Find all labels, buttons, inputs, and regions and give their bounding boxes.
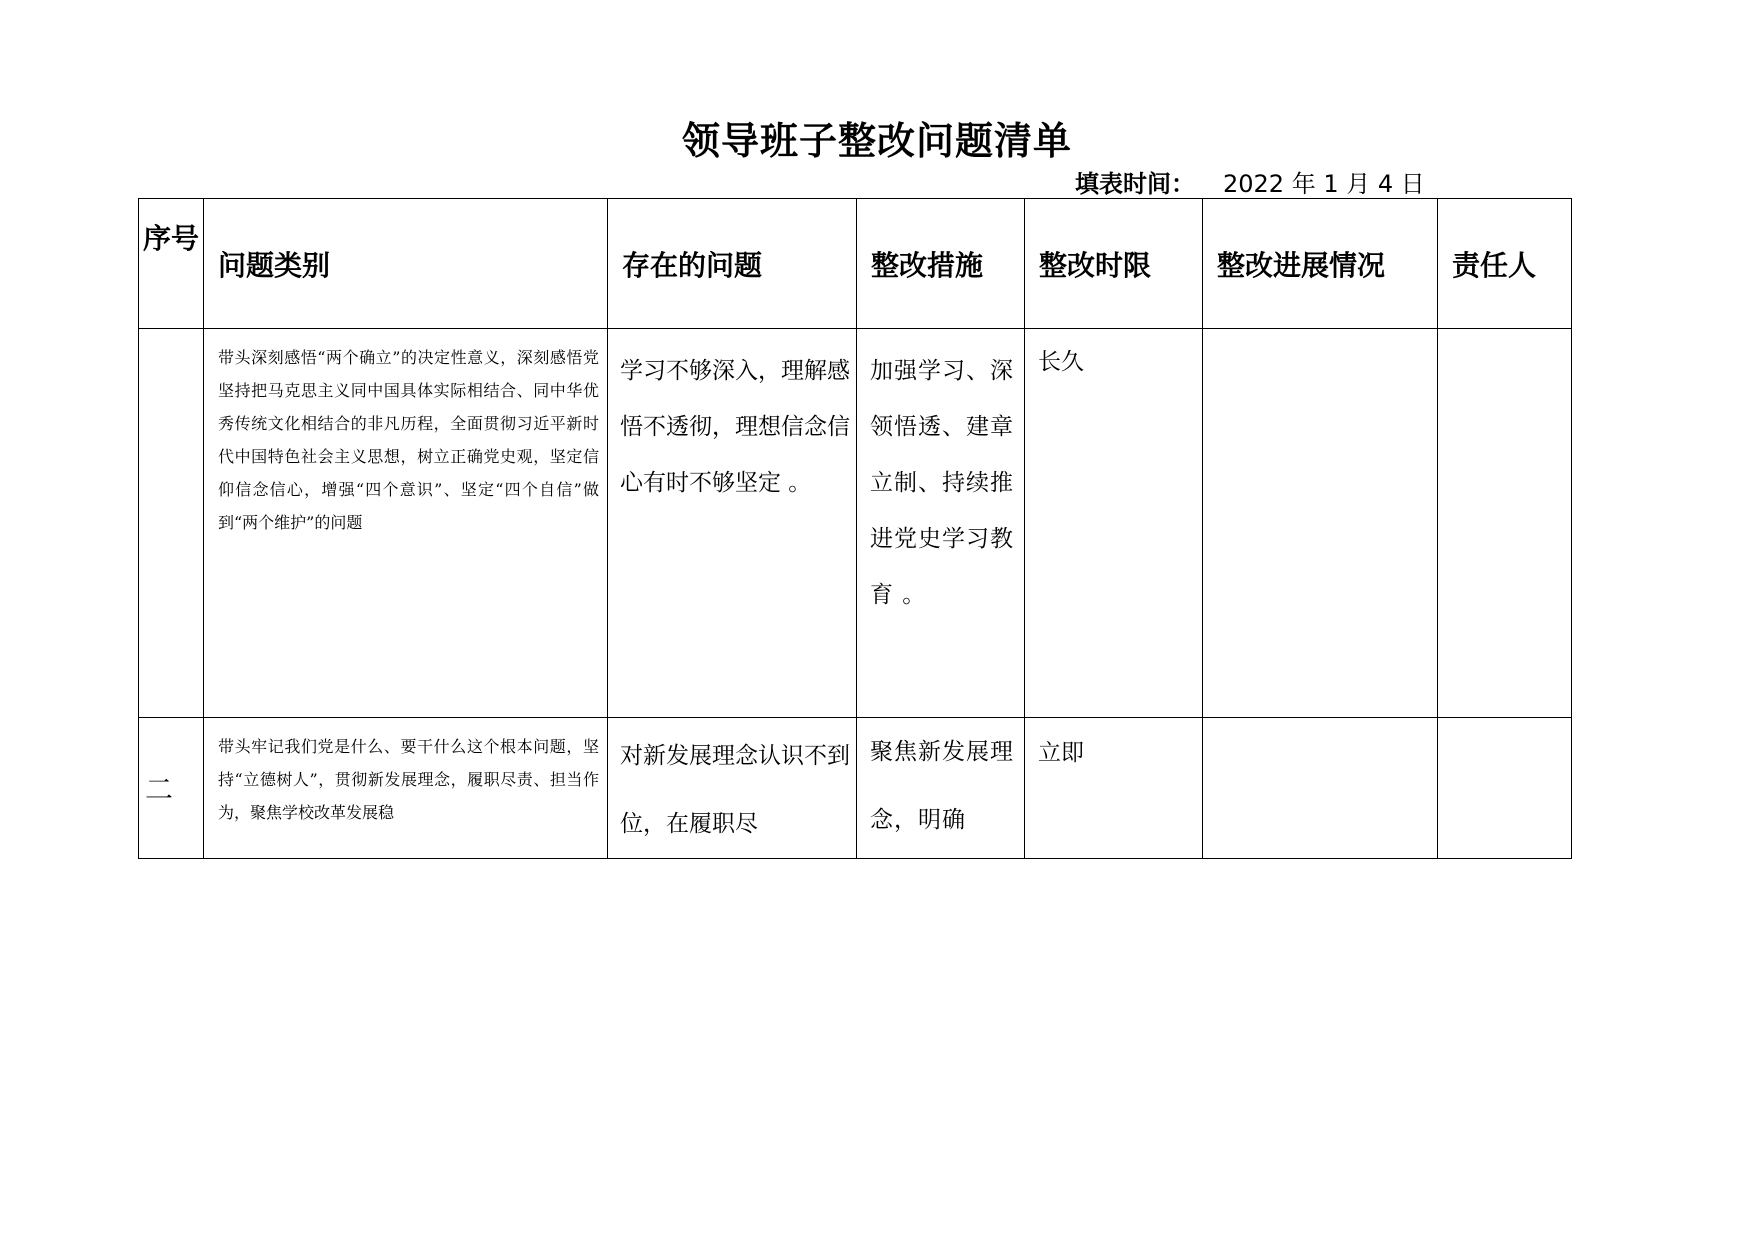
row-issue — [608, 329, 857, 718]
deadline-text: 立即 — [1038, 740, 1084, 766]
category-text: 带头深刻感悟“两个确立”的决定性意义，深刻感悟党坚持把马克思主义同中国具体实际相结合、同中华优秀传统文化相结合的非凡历程，全面贯彻习近平新时代中国特色社会主义思想，树立正确党史观，坚定信仰信念信心，增强“四个意识”、坚定“四个自信”做到“两个维护”的问题 — [218, 348, 599, 532]
row-measure — [857, 329, 1025, 718]
category-text: 带头牢记我们党是什么、要干什么这个根本问题，坚持“立德树人”，贯彻新发展理念，履职尽责、担当作为，聚焦学校改革发展稳 — [218, 737, 599, 822]
row-measure — [857, 718, 1025, 859]
row-deadline — [1025, 718, 1203, 859]
issue-text: 对新发展理念认识不到位，在履职尽 — [620, 743, 850, 837]
issue-text: 学习不够深入，理解感悟不透彻，理想信念信心有时不够坚定 。 — [620, 358, 850, 496]
header-row — [139, 199, 1572, 329]
rectification-table — [138, 198, 1572, 859]
header-owner: 责任人 — [1438, 199, 1572, 329]
fill-date-value: 2022 年 1 月 4 日 — [1223, 170, 1425, 198]
row-category — [204, 329, 608, 718]
row-issue — [608, 718, 857, 859]
row-owner — [1438, 329, 1572, 718]
header-deadline: 整改时限 — [1025, 199, 1203, 329]
row-owner — [1438, 718, 1572, 859]
fill-date-label: 填表时间： — [1075, 170, 1195, 198]
header-issue: 存在的问题 — [608, 199, 857, 329]
document-title: 领导班子整改问题清单 — [681, 119, 1072, 163]
header-seq: 序号 — [139, 199, 204, 329]
deadline-text: 长久 — [1038, 349, 1084, 375]
measure-text: 加强学习、深领悟透、建章立制、持续推进党史学习教育 。 — [870, 358, 1014, 608]
fill-date — [1075, 164, 1425, 199]
row-category — [204, 718, 608, 859]
header-category: 问题类别 — [204, 199, 608, 329]
row-seq: 二 — [139, 718, 204, 859]
row-deadline — [1025, 329, 1203, 718]
table-row — [139, 329, 1572, 718]
table-row — [139, 718, 1572, 859]
header-progress: 整改进展情况 — [1203, 199, 1438, 329]
measure-text: 聚焦新发展理念，明确 — [870, 739, 1014, 833]
row-progress — [1203, 329, 1438, 718]
row-seq — [139, 329, 204, 718]
header-measure: 整改措施 — [857, 199, 1025, 329]
row-progress — [1203, 718, 1438, 859]
